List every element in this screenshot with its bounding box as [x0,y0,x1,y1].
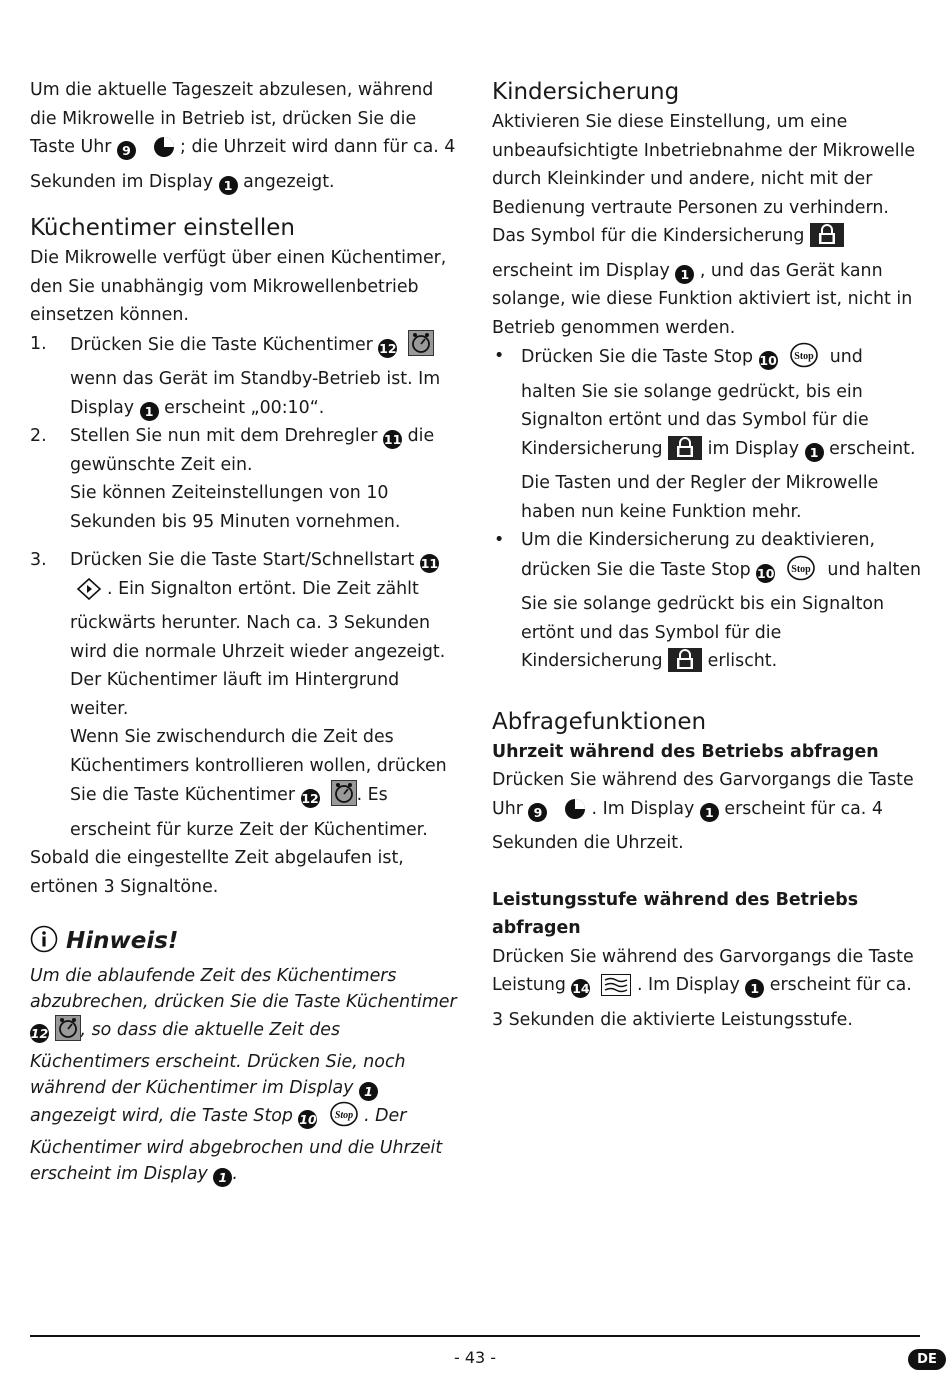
step-3: 3. Drücken Sie die Taste Start/Schnellstart 11 . Ein Signalton ertönt. Die Zeit zählt rückwärts herunter. Nach ca. 3 Sekunden wird die normale Uhrzeit wieder angezeigt. Der Küchentimer läuft im Hintergrund weiter. Wenn Sie zwischendurch die Zeit des Küchentimers kontrollieren wollen, drücken Sie die Taste Küchentimer 12 . Es erscheint für kurze Zeit der Küchentimer. [30,550,447,840]
left-column [30,76,462,1187]
stop-icon [329,1101,359,1135]
clock-icon [564,798,586,830]
language-badge: DE [908,1349,946,1370]
power-query-subheading: Leistungsstufe während des Betriebs abfragen [492,889,859,938]
time-query-text: Drücken Sie während des Garvorgangs die Taste Uhr 9 . Im Display 1 erscheint für ca. 4 Sekunden die Uhrzeit. [492,770,914,853]
bullet-1: • Drücken Sie die Taste Stop 10 Stop und halten Sie sie solange gedrückt, bis ein Signalton ertönt und das Symbol für die Kindersicherung im Display 1 erscheint. Die Tasten und der Regler der Mikrowelle haben nun keine Funktion mehr. [492,342,922,526]
note-heading: Hinweis! [66,928,179,954]
power-query-text: Drücken Sie während des Garvorgangs die Taste Leistung 14 . Im Display 1 erscheint für ca. 3 Sekunden die aktivierte Leistungsstufe. [492,946,914,1030]
time-query-subheading: Uhrzeit während des Betriebs abfragen [492,741,879,762]
note-header [30,925,462,957]
svg-text:Stop: Stop [793,351,814,362]
kitchen-timer-icon [331,780,357,816]
lock-icon [810,223,844,257]
svg-text:Stop: Stop [791,563,812,575]
stop-icon [789,342,819,378]
child-lock-symbol: Das Symbol für die Kindersicherung erscheint im Display 1 , und das Gerät kann solange, wie diese Funktion aktiviert ist, nicht in Betrieb genommen werden. [492,222,922,342]
svg-text:Stop: Stop [334,1110,353,1121]
step-2: 2. Stellen Sie nun mit dem Drehregler 11 die gewünschte Zeit ein. Sie können Zeiteinstellungen von 10 Sekunden bis 95 Minuten vornehmen. [30,426,435,532]
timer-heading: Küchentimer einstellen [30,215,295,241]
clock-icon [153,136,175,168]
right-column [492,76,922,1034]
power-level-icon [601,974,631,1006]
after-steps: Sobald die eingestellte Zeit abgelaufen ist, ertönen 3 Signaltöne. [30,848,404,897]
ref-1: 1 [219,176,238,195]
stop-icon [786,555,816,591]
bullet-2: • Um die Kindersicherung zu deaktivieren, drücken Sie die Taste Stop 10 Stop und halten Sie sie solange gedrückt bis ein Signalton ertönt und das Symbol für die Kindersicherung erlischt. [492,526,922,682]
ref-9: 9 [117,141,136,160]
lock-icon [668,648,702,682]
child-lock-heading: Kindersicherung [492,79,680,105]
step-1: 1. Drücken Sie die Taste Küchentimer 12 wenn das Gerät im Standby-Betrieb ist. Im Display 1 erscheint „00:10“. [30,330,462,423]
query-heading: Abfragefunktionen [492,708,707,735]
info-icon [30,925,58,957]
kitchen-timer-icon [55,1015,81,1049]
intro-paragraph: Um die aktuelle Tageszeit abzulesen, während die Mikrowelle in Betrieb ist, drücken Sie die Taste Uhr 9 ; die Uhrzeit wird dann für ca. 4 Sekunden im Display 1 angezeigt. [30,80,456,193]
lock-icon [668,436,702,470]
kitchen-timer-icon [408,330,434,366]
page-number: - 43 - [453,1348,497,1367]
footer-divider [30,1335,920,1337]
note-body: Um die ablaufende Zeit des Küchentimers abzubrechen, drücken Sie die Taste Küchentimer 12 , so dass die aktuelle Zeit des Küchentimers erscheint. Drücken Sie, noch während der Küchentimer im Display 1 angezeigt wird, die Taste Stop 10 Stop . Der Küchentimer wird abgebrochen und die Uhrzeit erscheint im Display 1 . [30,966,457,1185]
start-diamond-icon [76,578,102,610]
child-lock-intro: Aktivieren Sie diese Einstellung, um eine unbeaufsichtigte Inbetriebnahme der Mikrowelle durch Kleinkinder und andere, nicht mit der Bedienung vertraute Personen zu verhindern. [492,112,916,218]
timer-intro: Die Mikrowelle verfügt über einen Küchentimer, den Sie unabhängig vom Mikrowellenbetrieb einsetzen können. [30,248,447,325]
